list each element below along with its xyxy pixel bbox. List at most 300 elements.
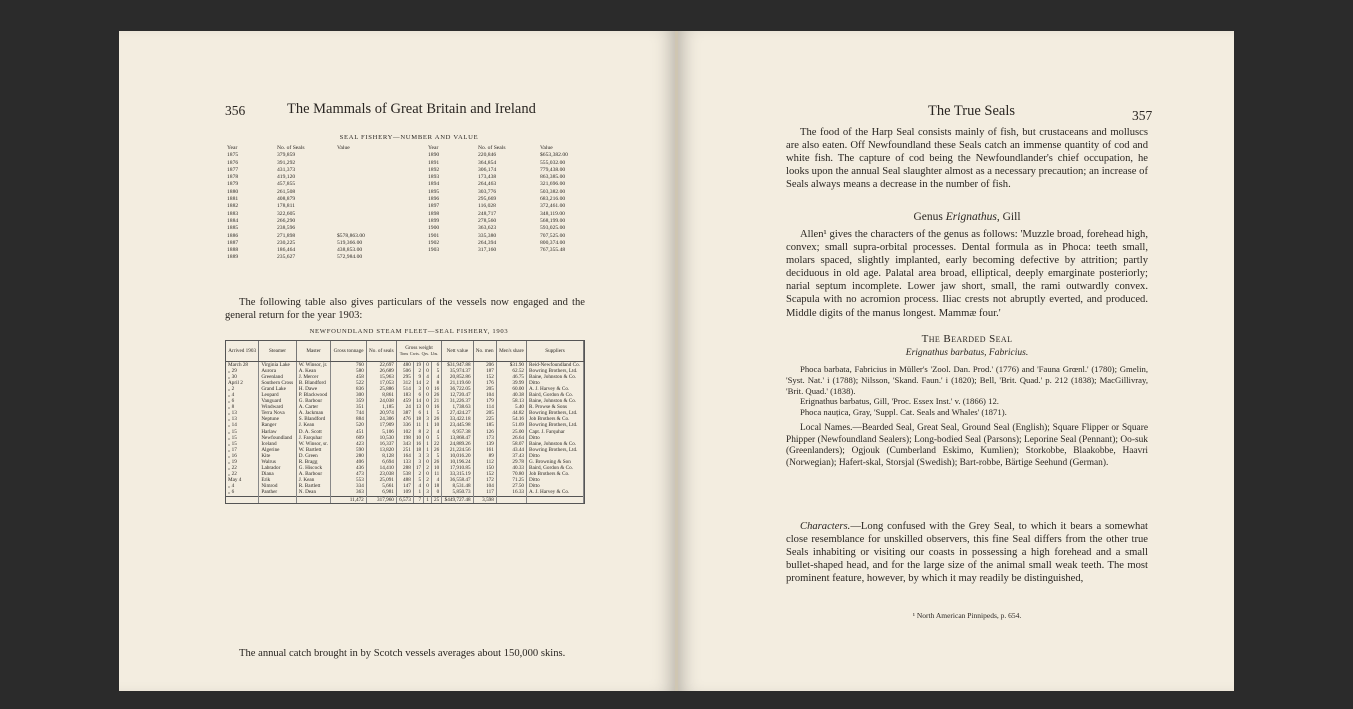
table-cell: „ 14: [226, 422, 259, 428]
table-cell: 0: [424, 435, 432, 441]
table-cell: 0: [424, 404, 432, 410]
table-cell: [296, 496, 331, 503]
table-cell: 317,960: [366, 496, 396, 503]
table-cell: 10: [431, 422, 441, 428]
table-cell: 264,394: [478, 239, 497, 246]
paragraph-food: The food of the Harp Seal consists mainly of fish, but crustaceans and molluscs are also eaten. Off Newfoundland these Seals catch an immense quantity of cod and white fish. The capture of cod being the Newfoundlander's chief occupation, he looks upon the annual Seal slaughter almost as a necessary precaution; an increase of Seals always means a decrease in the number of fish.: [786, 127, 1148, 191]
table-cell: 351: [331, 404, 366, 410]
table-cell: Job Brothers & Co.: [527, 471, 584, 477]
table-cell: Baine, Johnston & Co.: [527, 398, 584, 404]
table-cell: 364,854: [478, 159, 497, 166]
table-cell: 1877: [227, 166, 239, 173]
table-row: [227, 247, 387, 254]
table-cell: 6: [413, 392, 423, 398]
synonymy-entry: Phoca nauțica, Gray, 'Suppl. Cat. Seals and Whales' (1871).: [800, 407, 1007, 418]
table-cell: 553: [331, 477, 366, 483]
table-cell: „ 22: [226, 471, 259, 477]
table-cell: Baird, Gordon & Co.: [527, 465, 584, 471]
table-cell: „ 6: [226, 489, 259, 496]
table-cell: 1876: [227, 159, 239, 166]
table-cell: 387: [396, 410, 413, 416]
table-cell: 2: [424, 429, 432, 435]
table-cell: „ 13: [226, 416, 259, 422]
table-cell: 14: [413, 398, 423, 404]
table-cell: 20,974: [366, 410, 396, 416]
table-cell: March 28: [226, 361, 259, 368]
table-cell: 116,028: [478, 203, 496, 210]
table-cell: Bowring Brothers, Ltd.: [527, 447, 584, 453]
table-row: [428, 152, 600, 159]
table-cell: 0: [424, 471, 432, 477]
table-cell: 7: [413, 496, 423, 503]
table-cell: „ 13: [226, 410, 259, 416]
table-cell: 538: [396, 471, 413, 477]
table-cell: Ranger: [259, 422, 296, 428]
table-cell: 1,185: [366, 404, 396, 410]
table-cell: 37.43: [496, 453, 526, 459]
table-cell: 8,861: [366, 392, 396, 398]
table-cell: 321,696.00: [540, 181, 566, 188]
table-cell: 488: [396, 477, 413, 483]
table-cell: 473: [331, 471, 366, 477]
table-cell: 391,292: [277, 159, 296, 166]
table-cell: 1902: [428, 239, 440, 246]
table-cell: Bowring Brothers, Ltd.: [527, 368, 584, 374]
col-header: No. of Seals: [277, 145, 305, 151]
table-cell: 133: [396, 459, 413, 465]
table-cell: 0: [431, 489, 441, 496]
table-cell: May 4: [226, 477, 259, 483]
table-cell: Ditto: [527, 483, 584, 489]
table-cell: 24,889.26: [442, 441, 473, 447]
table-cell: Leopard: [259, 392, 296, 398]
col-header: Value: [337, 145, 350, 151]
table-cell: „ 8: [226, 404, 259, 410]
table-cell: 126: [473, 429, 496, 435]
table-cell: Labrador: [259, 465, 296, 471]
table-cell: Bowring Brothers, Ltd.: [527, 410, 584, 416]
table-cell: 419,120: [277, 174, 296, 181]
table-cell: 33,315.19: [442, 471, 473, 477]
table-cell: 46.75: [496, 374, 526, 380]
table-row: [227, 218, 387, 225]
table-cell: 1879: [227, 181, 239, 188]
table-cell: 1: [424, 496, 432, 503]
table-row: [227, 240, 387, 247]
table-cell: 1880: [227, 188, 239, 195]
table-cell: Ditto: [527, 380, 584, 386]
table-cell: 8: [413, 429, 423, 435]
table-row: [226, 380, 584, 386]
table-cell: 5.40: [496, 404, 526, 410]
table-cell: Newfoundland: [259, 435, 296, 441]
table-cell: [226, 496, 259, 503]
table-cell: Vanguard: [259, 398, 296, 404]
table-cell: P. Blackwood: [296, 392, 331, 398]
fleet-table-caption: NEWFOUNDLAND STEAM FLEET—SEAL FISHERY, 1903: [309, 328, 509, 335]
table-cell: R. Prowse & Sons: [527, 404, 584, 410]
col-header: Value: [540, 145, 553, 151]
table-cell: 27,424.27: [442, 410, 473, 416]
table-totals-row: [226, 496, 584, 503]
table-cell: 251: [396, 447, 413, 453]
table-cell: 21,119.60: [442, 380, 473, 386]
table-cell: 248,717: [478, 210, 497, 217]
table-cell: 6,573: [396, 496, 413, 503]
table-cell: J. Mercer: [296, 374, 331, 380]
table-cell: 22,697: [366, 361, 396, 368]
table-cell: 261,508: [277, 188, 296, 195]
table-cell: 114: [473, 404, 496, 410]
table-cell: Capt. J. Farquhar: [527, 429, 584, 435]
left-page: [119, 31, 675, 691]
table-cell: 238,596: [277, 225, 296, 232]
col-header: Men's share: [496, 341, 526, 361]
table-row: [428, 174, 600, 181]
table-row: [428, 233, 600, 240]
table-cell: Erik: [259, 477, 296, 483]
table-cell: 26: [431, 459, 441, 465]
table-cell: 14,410: [366, 465, 396, 471]
table-cell: 6: [413, 410, 423, 416]
table-row: [428, 211, 600, 218]
table-cell: 10,016.20: [442, 453, 473, 459]
table-cell: 2: [413, 471, 423, 477]
genus-heading: Genus Erignathus, Gill: [913, 211, 1021, 223]
table-cell: 17,910.85: [442, 465, 473, 471]
table-cell: 568,199.00: [540, 217, 566, 224]
table-cell: 1887: [227, 239, 239, 246]
table-cell: 278,560: [478, 217, 497, 224]
table-row: [428, 203, 600, 210]
table-cell: 312: [396, 380, 413, 386]
table-cell: 71.25: [496, 477, 526, 483]
table-cell: 480: [396, 361, 413, 368]
table-cell: 0: [424, 483, 432, 489]
table-cell: 13,820: [366, 447, 396, 453]
table-cell: 1891: [428, 159, 440, 166]
col-header: Arrived 1903: [226, 341, 259, 361]
subheader: Qrs.: [421, 350, 430, 356]
table-cell: 2: [424, 380, 432, 386]
intro-paragraph: The following table also gives particulars of the vessels now engaged and the general return for the year 1903:: [225, 297, 585, 322]
table-cell: Walrus: [259, 459, 296, 465]
table-cell: 779,438.00: [540, 166, 566, 173]
synonymy-entry: Phoca barbata, Fabricius in Müller's 'Zool. Dan. Prod.' (1776) and 'Fauna Grœnl.' (1780); Gmelin, 'Syst. Nat.' i (1788); Nilsson, 'Skand. Faun.' i (1820); Bell, 'Brit. Quad.' p. 212 (1838); MacGillivray, 'Brit. Quad.' (1838).: [786, 364, 1148, 396]
table-cell: 16: [431, 386, 441, 392]
table-cell: 5: [431, 453, 441, 459]
table-cell: 25.00: [496, 429, 526, 435]
table-cell: 17,053: [366, 380, 396, 386]
table-cell: 152: [473, 374, 496, 380]
table-cell: 2: [413, 368, 423, 374]
table-cell: $578,863.00: [337, 232, 365, 239]
table-cell: Southern Cross: [259, 380, 296, 386]
table-cell: 173,438: [478, 174, 497, 181]
table-cell: 4: [413, 483, 423, 489]
table-row: [227, 254, 387, 261]
table-cell: 744: [331, 410, 366, 416]
table-cell: 288: [396, 465, 413, 471]
table-cell: Greenland: [259, 374, 296, 380]
table-cell: 458: [331, 374, 366, 380]
table-cell: 35,974.37: [442, 368, 473, 374]
table-cell: 26,689: [366, 368, 396, 374]
table-cell: „ 2: [226, 386, 259, 392]
table-cell: 1881: [227, 196, 239, 203]
table-cell: 836: [331, 386, 366, 392]
table-cell: Algerine: [259, 447, 296, 453]
table-cell: [337, 160, 387, 167]
table-cell: 348,119.00: [540, 210, 565, 217]
table-cell: 372,461.00: [540, 203, 566, 210]
table-cell: [527, 496, 584, 503]
running-head: The Mammals of Great Britain and Ireland: [287, 101, 536, 117]
table-cell: 147: [396, 483, 413, 489]
table-cell: 40.38: [496, 392, 526, 398]
table-cell: 1899: [428, 217, 440, 224]
table-cell: 89: [473, 453, 496, 459]
table-cell: H. Dawe: [296, 386, 331, 392]
table-row: [227, 203, 387, 210]
table-cell: 102: [396, 429, 413, 435]
table-cell: 1901: [428, 232, 440, 239]
table-cell: Virginia Lake: [259, 361, 296, 368]
table-cell: 1882: [227, 203, 239, 210]
table-cell: W. Winsor, jr.: [296, 361, 331, 368]
table-cell: 6: [431, 361, 441, 368]
table-cell: 117: [473, 489, 496, 496]
table-cell: Ditto: [527, 435, 584, 441]
table-cell: 8,531.48: [442, 483, 473, 489]
table-cell: 39.99: [496, 380, 526, 386]
table-cell: „ 15: [226, 429, 259, 435]
table-cell: 152: [473, 471, 496, 477]
table-cell: S. Blandford: [296, 416, 331, 422]
table-cell: 14: [413, 380, 423, 386]
table-row: [428, 167, 600, 174]
table-cell: 1890: [428, 152, 440, 159]
table-cell: „ 15: [226, 441, 259, 447]
table-cell: „ 4: [226, 392, 259, 398]
table-cell: 343: [396, 441, 413, 447]
table-cell: 609: [331, 435, 366, 441]
table-cell: $31.90: [496, 361, 526, 368]
species-latin: Erignathus barbatus, Fabricius.: [905, 348, 1029, 358]
table-cell: 21,224.56: [442, 447, 473, 453]
table-cell: 266,290: [277, 217, 296, 224]
table-cell: 5: [431, 368, 441, 374]
table-cell: 18: [413, 447, 423, 453]
table-cell: 1894: [428, 181, 440, 188]
table-cell: Terra Nova: [259, 410, 296, 416]
table-cell: 22: [431, 441, 441, 447]
table-cell: 503,382.00: [540, 188, 566, 195]
local-names: Local Names.—Bearded Seal, Great Seal, Ground Seal (English); Square Flipper or Square Phipper (Newfoundland Sealers); Long-bodied Seal (Parsons); Leporine Seal (Pennant); Oo-suk (Greenlanders); Ogjouk (Cumberland Eskimo, Kumlien); Storkobbe, Blaakobbe, Haavri (Norwegian); Hafert-skal, Storsjal (Swedish); Bart-robbe, Bärtige Seehund (German).: [786, 423, 1148, 468]
table-cell: 5,106: [366, 429, 396, 435]
table-cell: [337, 189, 387, 196]
table-cell: 6,694: [366, 459, 396, 465]
table-cell: 506: [396, 368, 413, 374]
table-cell: 1898: [428, 210, 440, 217]
table-cell: 423: [331, 441, 366, 447]
table-cell: [337, 174, 387, 181]
table-cell: W. Bartlett: [296, 447, 331, 453]
table-cell: 18: [431, 483, 441, 489]
table-cell: 5: [431, 410, 441, 416]
col-header: Master: [296, 341, 331, 361]
table-cell: 431,373: [277, 166, 296, 173]
table-cell: Nimrod: [259, 483, 296, 489]
table-cell: 514: [396, 386, 413, 392]
table-cell: 5: [413, 477, 423, 483]
table-cell: 6,957.38: [442, 429, 473, 435]
table-cell: Baine, Johnston & Co.: [527, 441, 584, 447]
table-cell: 0: [424, 398, 432, 404]
table-cell: 54.16: [496, 416, 526, 422]
table-cell: 3,598: [473, 496, 496, 503]
table-cell: 10,196.24: [442, 459, 473, 465]
table-cell: 408,879: [277, 196, 296, 203]
synonymy: [786, 364, 1148, 418]
table-cell: 1886: [227, 232, 239, 239]
table-cell: 363,623: [478, 225, 497, 232]
table-cell: 173: [473, 435, 496, 441]
table-cell: J. Kean: [296, 477, 331, 483]
table-cell: 264,463: [478, 181, 497, 188]
table-cell: Diana: [259, 471, 296, 477]
table-cell: G. Barbour: [296, 398, 331, 404]
table-cell: G. Hiscock: [296, 465, 331, 471]
table-cell: 363: [331, 489, 366, 496]
table-cell: 23,038: [366, 471, 396, 477]
table-cell: $31,947.88: [442, 361, 473, 368]
col-header: Suppliers: [527, 341, 584, 361]
table-cell: Reid-Newfoundland Co.: [527, 361, 584, 368]
table-cell: 295,669: [478, 196, 497, 203]
table-cell: A. Jackman: [296, 410, 331, 416]
table-cell: 884: [331, 416, 366, 422]
table-cell: 20,852.86: [442, 374, 473, 380]
table-cell: 8,128: [366, 453, 396, 459]
table-cell: 33,422.18: [442, 416, 473, 422]
table-cell: 21: [431, 398, 441, 404]
table-row: [227, 196, 387, 203]
table-cell: 26.64: [496, 435, 526, 441]
table-cell: 5,850.73: [442, 489, 473, 496]
table-cell: 24: [396, 404, 413, 410]
col-header: No. of seals: [366, 341, 396, 361]
table-cell: 198: [396, 435, 413, 441]
table-cell: 359: [331, 398, 366, 404]
table-cell: 25,091: [366, 477, 396, 483]
table-cell: 25,886: [366, 386, 396, 392]
right-page: [678, 31, 1234, 691]
table-cell: 1897: [428, 203, 440, 210]
table-row: [227, 152, 387, 159]
table-cell: [337, 225, 387, 232]
table-row: [227, 225, 387, 232]
table-cell: [337, 203, 387, 210]
table-cell: „ 15: [226, 435, 259, 441]
table-cell: 438,853.00: [337, 247, 363, 254]
table-cell: 187: [473, 368, 496, 374]
table-cell: 335,380: [478, 232, 497, 239]
table-cell: 17: [413, 465, 423, 471]
table-cell: 60.00: [496, 386, 526, 392]
table-row: [226, 374, 584, 380]
table-cell: 0: [424, 386, 432, 392]
table-cell: 230,225: [277, 239, 296, 246]
table-cell: 1883: [227, 210, 239, 217]
table-cell: [337, 152, 387, 159]
table-cell: R. Bartlett: [296, 483, 331, 489]
table-cell: 104: [473, 483, 496, 489]
table-cell: 5: [431, 435, 441, 441]
table-cell: 3: [424, 416, 432, 422]
table-cell: 555,032.00: [540, 159, 566, 166]
table-cell: 707,525.00: [540, 232, 566, 239]
table-cell: 1903: [428, 247, 440, 254]
table-cell: Iceland: [259, 441, 296, 447]
page-number: 356: [225, 103, 246, 118]
table-cell: „ 17: [226, 447, 259, 453]
table-cell: B. Blandford: [296, 380, 331, 386]
table-row: [227, 174, 387, 181]
synonymy-entry: Erignathus barbatus, Gill, 'Proc. Essex Inst.' v. (1866) 12.: [800, 396, 999, 407]
table-cell: 24,306: [366, 416, 396, 422]
table-cell: 5,661: [366, 483, 396, 489]
table-cell: „ 6: [226, 398, 259, 404]
table-cell: 58.13: [496, 398, 526, 404]
table-row: [428, 225, 600, 232]
table-cell: 1: [424, 441, 432, 447]
seal-table-right: [428, 145, 600, 254]
table-cell: 280: [331, 453, 366, 459]
table-cell: 1878: [227, 174, 239, 181]
table-cell: 522: [331, 380, 366, 386]
table-cell: 1893: [428, 174, 440, 181]
table-cell: 183: [396, 392, 413, 398]
characters-label: Characters.: [800, 521, 851, 532]
table-cell: D. Green: [296, 453, 331, 459]
table-row: [428, 196, 600, 203]
table-cell: 26: [431, 392, 441, 398]
table-cell: 29.78: [496, 459, 526, 465]
table-cell: 179: [473, 398, 496, 404]
table-cell: 8: [431, 380, 441, 386]
table-cell: 26: [431, 447, 441, 453]
table-cell: 3: [413, 453, 423, 459]
table-cell: 3: [424, 489, 432, 496]
table-cell: April 2: [226, 380, 259, 386]
table-cell: 16.33: [496, 489, 526, 496]
table-cell: 760: [331, 361, 366, 368]
table-cell: 767,355.48: [540, 247, 566, 254]
table-cell: 1895: [428, 188, 440, 195]
table-cell: [337, 196, 387, 203]
table-cell: 306,174: [478, 166, 497, 173]
table-cell: 40.33: [496, 465, 526, 471]
table-cell: 6,981: [366, 489, 396, 496]
table-cell: 1889: [227, 254, 239, 261]
seal-table-left: [227, 145, 387, 262]
table-cell: 139: [473, 441, 496, 447]
table-row: [227, 160, 387, 167]
table-cell: 4: [431, 429, 441, 435]
table-cell: [496, 496, 526, 503]
table-cell: 1884: [227, 217, 239, 224]
